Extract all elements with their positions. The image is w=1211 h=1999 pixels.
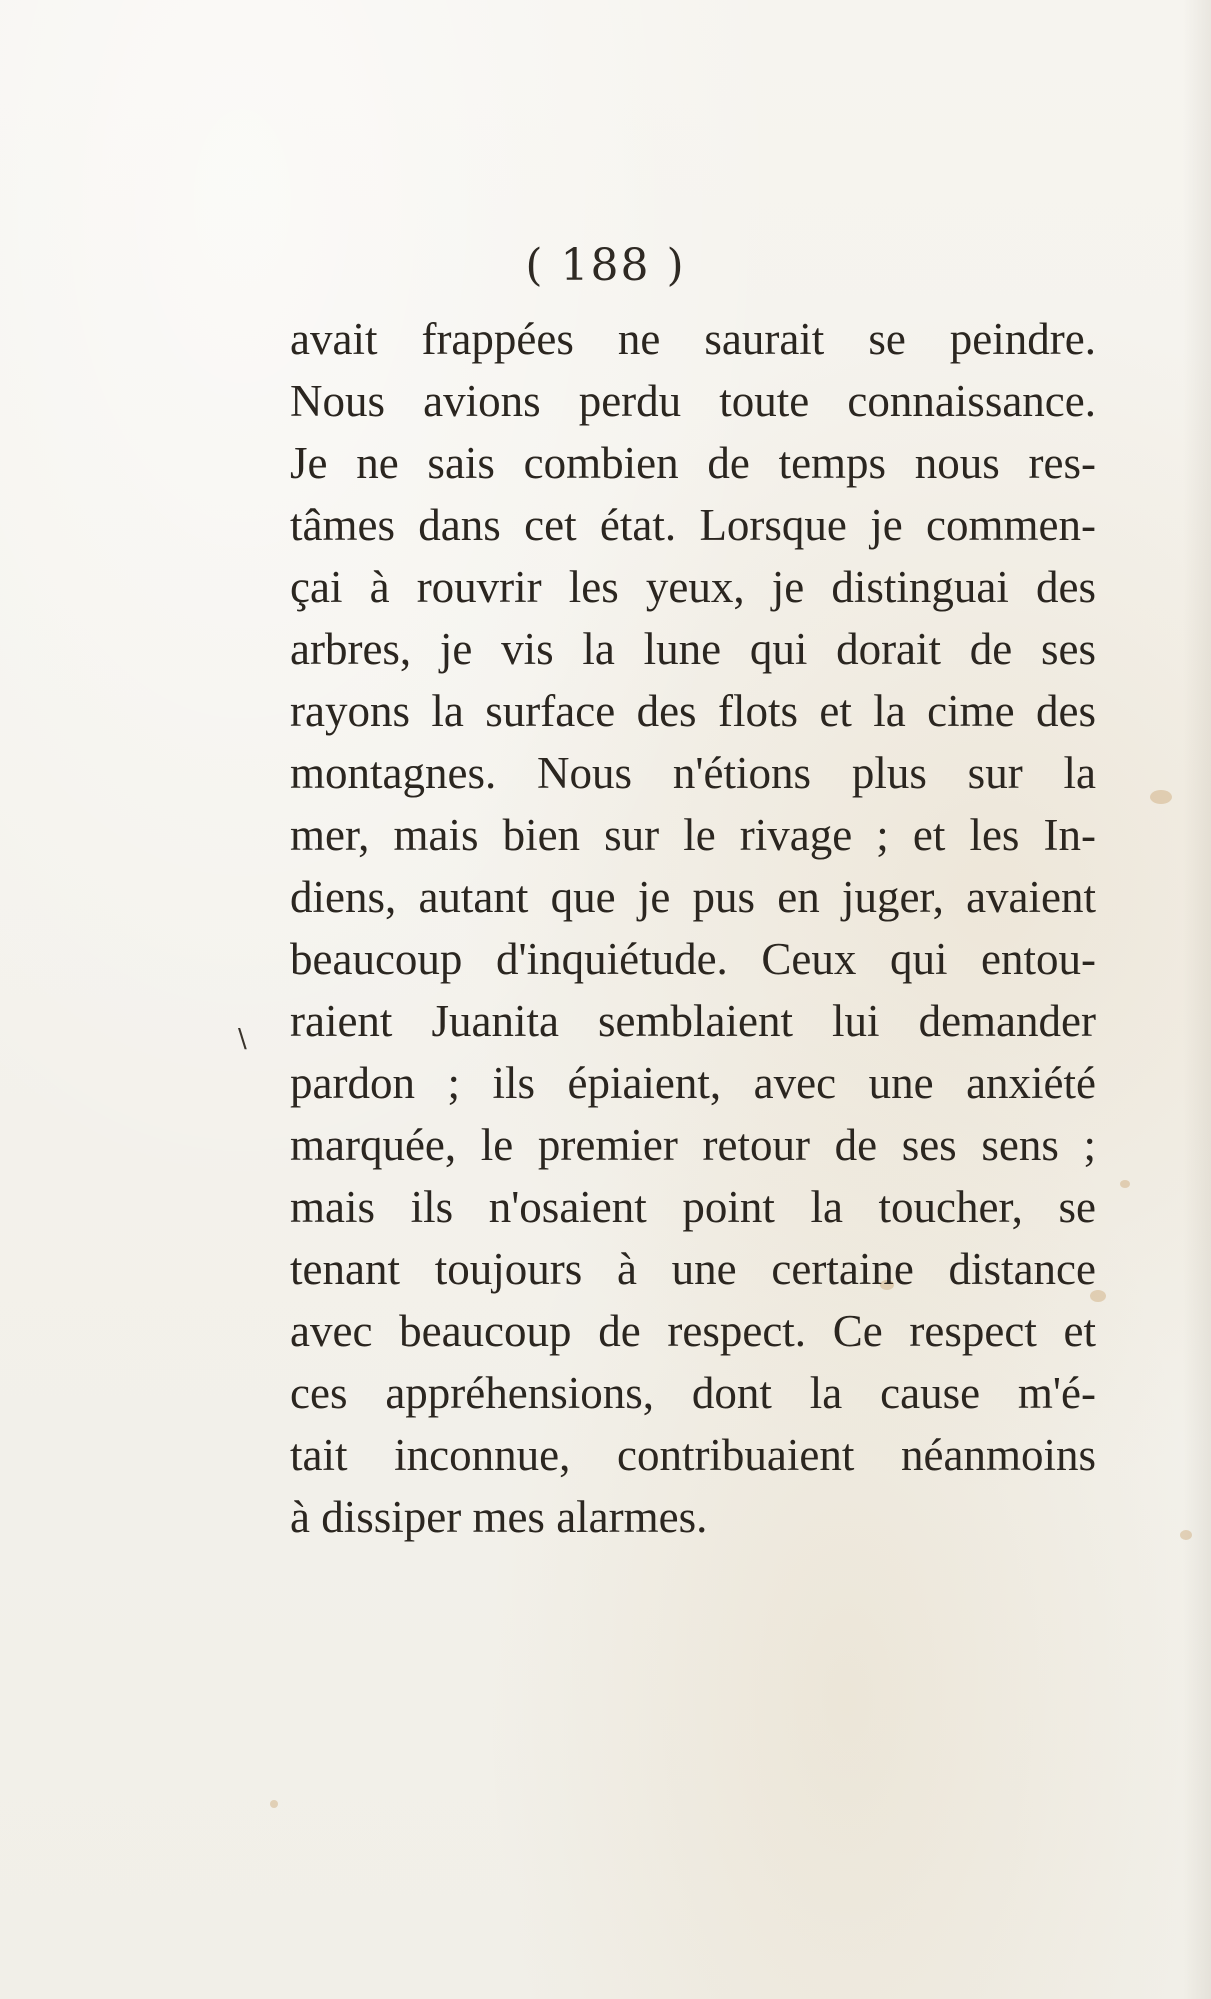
text-line: marquée, le premier retour de ses sens ; (290, 1120, 1096, 1170)
text-line: tait inconnue, contribuaient néanmoins (290, 1430, 1096, 1480)
text-line: ces appréhensions, dont la cause m'é- (290, 1368, 1096, 1418)
text-line: mais ils n'osaient point la toucher, se (290, 1182, 1096, 1232)
text-line: beaucoup d'inquiétude. Ceux qui entou- (290, 934, 1096, 984)
text-line: Je ne sais combien de temps nous res- (290, 438, 1096, 488)
margin-mark: \ (238, 1024, 247, 1054)
text-line: à dissiper mes alarmes. (290, 1492, 708, 1542)
page-edge-shadow (1183, 0, 1211, 1999)
text-line: pardon ; ils épiaient, avec une anxiété (290, 1058, 1096, 1108)
text-line: tâmes dans cet état. Lorsque je commen- (290, 500, 1096, 550)
text-line: avait frappées ne saurait se peindre. (290, 314, 1096, 364)
text-line: raient Juanita semblaient lui demander (290, 996, 1096, 1046)
text-line: avec beaucoup de respect. Ce respect et (290, 1306, 1096, 1356)
text-line: mer, mais bien sur le rivage ; et les In- (290, 810, 1096, 860)
text-line: çai à rouvrir les yeux, je distinguai des (290, 562, 1096, 612)
foxing-stain (1120, 1180, 1130, 1188)
foxing-stain (1180, 1530, 1192, 1540)
text-line: Nous avions perdu toute connaissance. (290, 376, 1096, 426)
text-line: tenant toujours à une certaine distance (290, 1244, 1096, 1294)
text-line: arbres, je vis la lune qui dorait de ses (290, 624, 1096, 674)
page-number: ( 188 ) (525, 240, 686, 291)
text-line: diens, autant que je pus en juger, avaient (290, 872, 1096, 922)
text-line: montagnes. Nous n'étions plus sur la (290, 748, 1096, 798)
foxing-stain (270, 1800, 278, 1808)
body-text (290, 308, 1096, 1548)
foxing-stain (1150, 790, 1172, 804)
text-line: rayons la surface des flots et la cime des (290, 686, 1096, 736)
